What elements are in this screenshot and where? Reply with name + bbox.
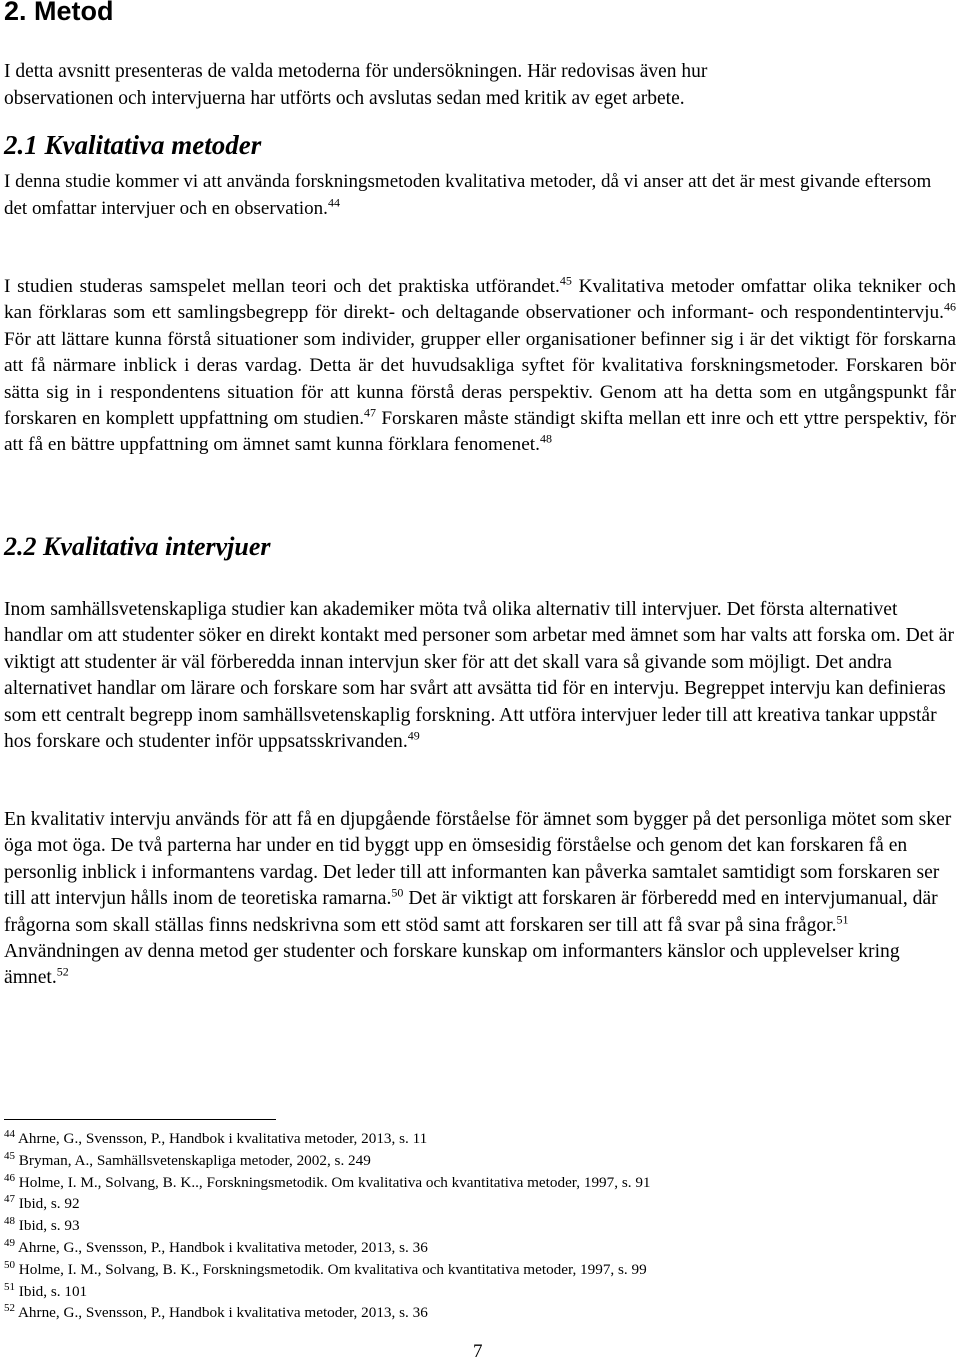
footnote-text: Holme, I. M., Solvang, B. K., Forskningsmetodik. Om kvalitativa och kvantitativa metoder, 1997, s. 99 (18, 1260, 647, 1278)
paragraph (4, 274, 956, 459)
paragraph-text: Forskaren måste ständigt skifta mellan ett inre och ett yttre perspektiv, för att få en bättre uppfattning om ämnet samt kunna förklara fenomenet. (4, 408, 957, 456)
footnote-number: 50 (4, 1258, 15, 1271)
paragraph-text: Kvalitativa metoder omfattar olika tekniker och kan förklaras som ett samlingsbegrepp för direkt- och deltagande observationer och informant- och respondentintervju. (4, 276, 956, 324)
paragraph (4, 168, 954, 222)
footnote-number: 44 (4, 1127, 15, 1140)
footnote-text: Ibid, s. 92 (18, 1195, 80, 1213)
footnote-ref: 52 (56, 964, 69, 979)
footnote-ref: 45 (559, 273, 572, 288)
footnote-ref: 44 (327, 195, 340, 210)
paragraph (4, 807, 956, 992)
footnote-ref: 51 (836, 912, 849, 927)
footnote (4, 1302, 954, 1324)
footnote-number: 45 (4, 1149, 15, 1162)
footnote-number: 51 (4, 1280, 15, 1293)
paragraph-text: Användningen av denna metod ger studenter och forskare kunskap om informanters känslor och upplevelser kring ämnet. (4, 941, 900, 989)
footnote-ref: 46 (944, 299, 956, 314)
footnote-ref: 47 (364, 405, 377, 420)
subsection-heading-kvalitativa-metoder: 2.1 Kvalitativa metoder (4, 130, 262, 160)
footnote (4, 1281, 954, 1303)
section-heading-metod: 2. Metod (4, 0, 114, 26)
footnote-text: Bryman, A., Samhällsvetenskapliga metoder, 2002, s. 249 (18, 1151, 371, 1169)
footnote-text: Holme, I. M., Solvang, B. K.., Forskningsmetodik. Om kvalitativa och kvantitativa metoder, 1997, s. 91 (18, 1173, 651, 1191)
footnote-number: 47 (4, 1193, 15, 1206)
footnote (4, 1237, 954, 1259)
subsection-heading-kvalitativa-intervjuer: 2.2 Kvalitativa intervjuer (4, 532, 271, 561)
paragraph-text: Det är viktigt att forskaren är förberedd med en intervjumanual, där frågorna som skall ställas finns nedskrivna som ett stöd samt att forskaren ser till att få svar på sina frågor. (4, 888, 938, 936)
footnote-separator (4, 1119, 276, 1120)
footnote-number: 49 (4, 1236, 15, 1249)
paragraph-text: I denna studie kommer vi att använda forskningsmetoden kvalitativa metoder, då vi anser att det är mest givande eftersom det omfattar intervjuer och en observation. (4, 171, 932, 219)
paragraph (4, 597, 954, 755)
page-number: 7 (473, 1341, 483, 1362)
footnote-text: Ahrne, G., Svensson, P., Handbok i kvalitativa metoder, 2013, s. 36 (17, 1304, 428, 1322)
footnote (4, 1259, 954, 1281)
footnote-ref: 48 (539, 432, 552, 447)
paragraph-text: Inom samhällsvetenskapliga studier kan akademiker möta två olika alternativ till intervjuer. Det första alternativet handlar om att studenter söker en direkt kontakt med personer som arbetar med ämnet som har valts att forska om. Det är viktigt att studenter är väl förberedda innan intervjun sker för att det skall vara så givande som möjligt. Det andra alternativet handlar om lärare och forskare som har svårt att avsätta tid för en intervju. Begreppet intervju kan definieras som ett centralt begrepp inom samhällsvetenskaplig forskning. Att utföra intervjuer leder till att kreativa tankar uppstår hos forskare och studenter inför uppsatsskrivanden. (4, 599, 955, 753)
intro-paragraph (4, 58, 949, 112)
footnote-ref: 50 (391, 885, 404, 900)
footnote (4, 1150, 954, 1172)
footnote (4, 1193, 954, 1215)
footnote-ref: 49 (407, 728, 420, 743)
footnote-list (4, 1128, 954, 1324)
intro-line: observationen och intervjuerna har utförts och avslutas sedan med kritik av eget arbete. (4, 88, 685, 109)
footnote (4, 1215, 954, 1237)
footnote-text: Ibid, s. 101 (18, 1282, 88, 1300)
paragraph-text: En kvalitativ intervju används för att få en djupgående förståelse för ämnet som bygger på det personliga mötet som sker öga mot öga. De två parterna har under en tid byggt upp en ömsesidig förståelse och genom det kan forskaren få en personlig inblick i informantens vardag. Det leder till att informanten kan påverka samtalet samtidigt som forskaren ser till att intervjun hålls inom de teoretiska ramarna. (4, 809, 952, 910)
footnote-text: Ahrne, G., Svensson, P., Handbok i kvalitativa metoder, 2013, s. 36 (17, 1238, 428, 1256)
paragraph-text: För att lättare kunna förstå situationer som individer, grupper eller organisationer befinner sig i är det viktigt för forskarna att få närmare inblick i deras vardag. Detta är det huvudsakliga syftet för kvalitativa forskningsmetoder. Forskaren bör sätta sig in i respondentens situation för att kunna förstå deras perspektiv. Genom att ha detta som en utgångspunkt får forskaren en komplett uppfattning om studien. (4, 328, 956, 430)
footnote-text: Ibid, s. 93 (18, 1217, 80, 1235)
footnote (4, 1172, 954, 1194)
paragraph-text: I studien studeras samspelet mellan teori och det praktiska utförandet. (4, 276, 560, 297)
footnote-text: Ahrne, G., Svensson, P., Handbok i kvalitativa metoder, 2013, s. 11 (17, 1130, 428, 1147)
footnote-number: 46 (4, 1171, 15, 1184)
footnote (4, 1128, 954, 1150)
footnote-number: 52 (4, 1302, 15, 1315)
intro-line: I detta avsnitt presenteras de valda metoderna för undersökningen. Här redovisas även hur (4, 61, 708, 82)
footnote-number: 48 (4, 1215, 15, 1228)
